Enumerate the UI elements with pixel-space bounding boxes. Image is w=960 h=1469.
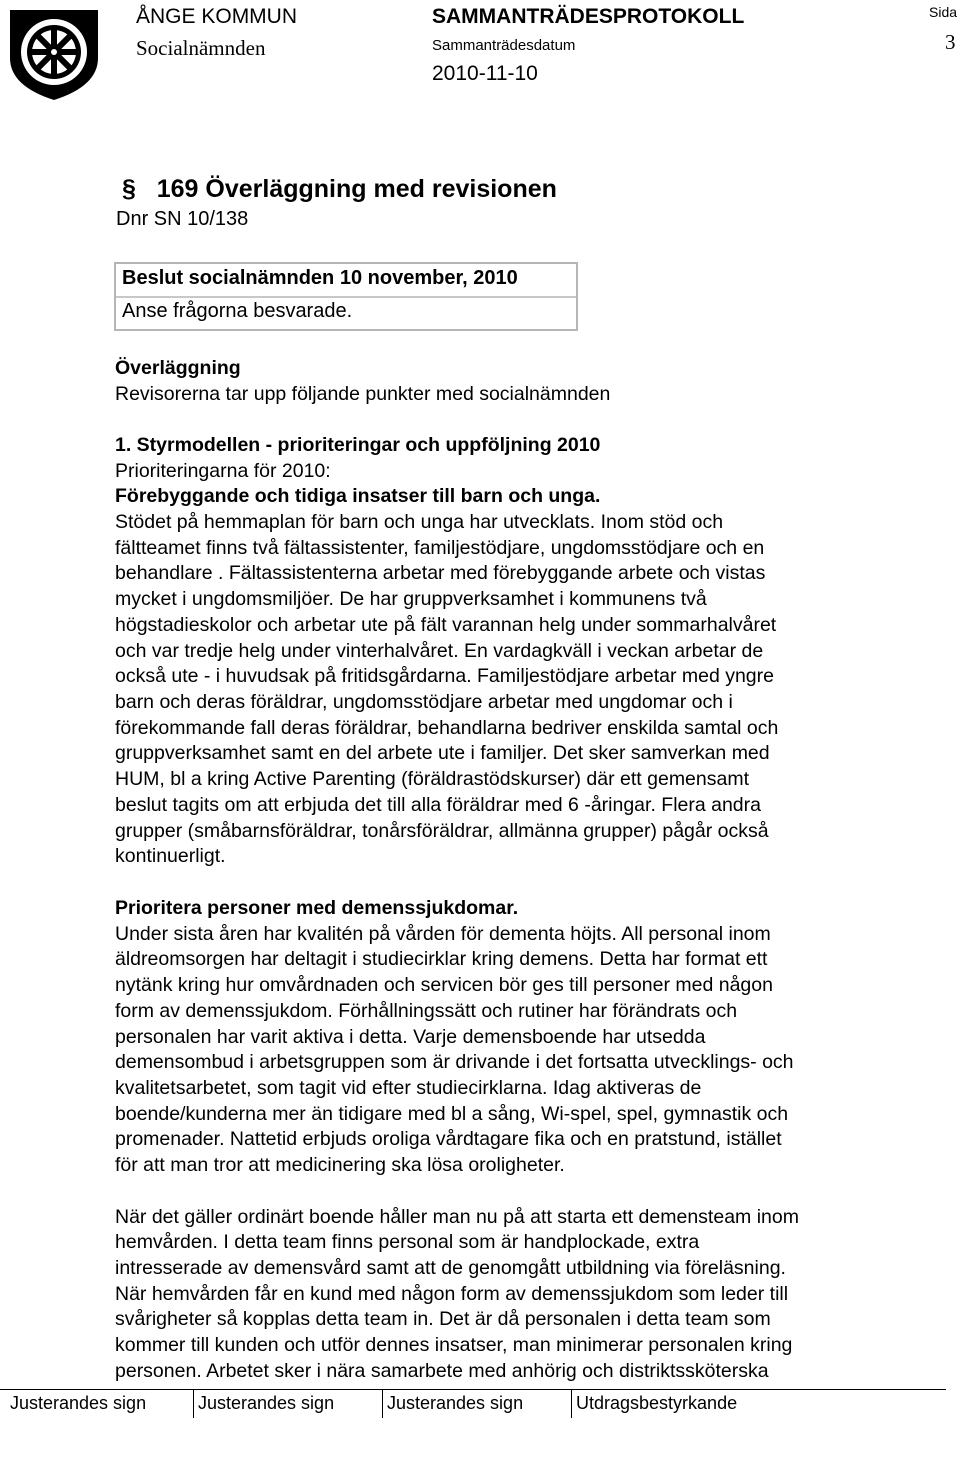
footer-rule bbox=[0, 1389, 946, 1390]
section-heading bbox=[122, 175, 557, 204]
para2-line: för att man tror att medicinering ska lösa oroligheter. bbox=[115, 1154, 565, 1176]
diary-number: Dnr SN 10/138 bbox=[116, 208, 249, 230]
footer-signature-1: Justerandes sign bbox=[10, 1393, 147, 1413]
organization-name: ÅNGE KOMMUN bbox=[136, 5, 298, 28]
decision-title: Beslut socialnämnden 10 november, 2010 bbox=[122, 267, 518, 289]
department-name: Socialnämnden bbox=[136, 36, 266, 60]
para1-line: förekommande fall deras föräldrar, behandlarna bedriver enskilda samtal och bbox=[115, 717, 779, 739]
page-number: 3 bbox=[945, 30, 956, 54]
priority2-title: Prioritera personer med demenssjukdomar. bbox=[115, 897, 519, 919]
document-type: SAMMANTRÄDESPROTOKOLL bbox=[432, 5, 745, 28]
para3-line: kommer till kunden och utför dennes insatser, man minimerar personalen kring bbox=[115, 1334, 793, 1356]
para1-line: behandlare . Fältassistenterna arbetar med förebyggande arbete och vistas bbox=[115, 562, 766, 584]
section-title: 169 Överläggning med revisionen bbox=[156, 175, 557, 203]
para2-line: äldreomsorgen har deltagit i studiecirklar kring demens. Detta har format ett bbox=[115, 948, 768, 970]
priorities-label: Prioriteringarna för 2010: bbox=[115, 460, 331, 482]
para1-line: kontinuerligt. bbox=[115, 845, 226, 867]
para2-line: form av demenssjukdom. Förhållningssätt och rutiner har förändrats och bbox=[115, 1000, 738, 1022]
para2-line: nytänk kring hur omvårdnaden och servicen bör ges till personer med någon bbox=[115, 974, 773, 996]
para3-line: intresserade av demensvård samt att de genomgått utbildning via föreläsning. bbox=[115, 1257, 786, 1279]
para1-line: och var tredje helg under vinterhalvåret. En vardagkväll i veckan arbetar de bbox=[115, 640, 764, 662]
para1-line: beslut tagits om att erbjuda det till alla föräldrar med 6 -åringar. Flera andra bbox=[115, 794, 761, 816]
para3-line: När det gäller ordinärt boende håller man nu på att starta ett demensteam inom bbox=[115, 1206, 799, 1228]
footer-separator bbox=[382, 1390, 383, 1418]
meeting-date-label: Sammanträdesdatum bbox=[432, 37, 576, 54]
para2-line: kvalitetsarbetet, som tagit vid efter studiecirklarna. Idag aktiveras de bbox=[115, 1077, 702, 1099]
footer-separator bbox=[571, 1390, 572, 1418]
para1-line: barn och deras föräldrar, ungdomsstödjare arbetar med ungdomar och i bbox=[115, 691, 733, 713]
footer-certification: Utdragsbestyrkande bbox=[576, 1393, 738, 1413]
footer-signature-2: Justerandes sign bbox=[198, 1393, 335, 1413]
para3-line: svårigheter så kopplas detta team in. Det är då personalen i detta team som bbox=[115, 1308, 771, 1330]
para2-line: boende/kunderna mer än tidigare med bl a sång, Wi-spel, spel, gymnastik och bbox=[115, 1103, 789, 1125]
para1-line: grupper (småbarnsföräldrar, tonårsföräldrar, allmänna grupper) pågår också bbox=[115, 820, 769, 842]
para3-line: När hemvården får en kund med någon form av demenssjukdom som leder till bbox=[115, 1283, 789, 1305]
point1-title: 1. Styrmodellen - prioriteringar och uppföljning 2010 bbox=[115, 434, 601, 456]
body-heading: Överläggning bbox=[115, 357, 241, 379]
section-symbol: § bbox=[122, 175, 136, 203]
footer-signature-3: Justerandes sign bbox=[387, 1393, 524, 1413]
para1-line: också ute - i huvudsak på fritidsgårdarna. Familjestödjare arbetar med yngre bbox=[115, 665, 774, 687]
meeting-date-value: 2010-11-10 bbox=[432, 62, 538, 85]
para2-line: personalen har varit aktiva i detta. Varje demensboende har utsedda bbox=[115, 1026, 706, 1048]
priority1-title: Förebyggande och tidiga insatser till barn och unga. bbox=[115, 485, 601, 507]
para1-line: mycket i ungdomsmiljöer. De har gruppverksamhet i kommunens två bbox=[115, 588, 707, 610]
para1-line: gruppverksamhet samt en del arbete ute i familjer. Det sker samverkan med bbox=[115, 742, 770, 764]
para2-line: demensombud i arbetsgruppen som är drivande i det fortsatta utvecklings- och bbox=[115, 1051, 794, 1073]
para1-line: fältteamet finns två fältassistenter, familjestödjare, ungdomsstödjare och en bbox=[115, 537, 765, 559]
para3-line: personen. Arbetet sker i nära samarbete med anhörig och distriktssköterska bbox=[115, 1360, 769, 1382]
para3-line: hemvården. I detta team finns personal som är handplockade, extra bbox=[115, 1231, 700, 1253]
para2-line: promenader. Nattetid erbjuds oroliga vårdtagare fika och en pratstund, istället bbox=[115, 1128, 782, 1150]
decision-text: Anse frågorna besvarade. bbox=[122, 300, 353, 322]
decision-divider bbox=[116, 296, 576, 298]
para2-line: Under sista åren har kvalitén på vården för dementa höjts. All personal inom bbox=[115, 923, 771, 945]
para1-line: högstadieskolor och arbetar ute på fält varannan helg under sommarhalvåret bbox=[115, 614, 777, 636]
para1-line: Stödet på hemmaplan för barn och unga har utvecklats. Inom stöd och bbox=[115, 511, 724, 533]
para1-line: HUM, bl a kring Active Parenting (föräldrastödskurser) där ett gemensamt bbox=[115, 768, 750, 790]
page-label: Sida bbox=[929, 4, 958, 20]
municipality-logo bbox=[6, 6, 102, 102]
footer-separator bbox=[193, 1390, 194, 1418]
body-intro: Revisorerna tar upp följande punkter med socialnämnden bbox=[115, 383, 611, 405]
